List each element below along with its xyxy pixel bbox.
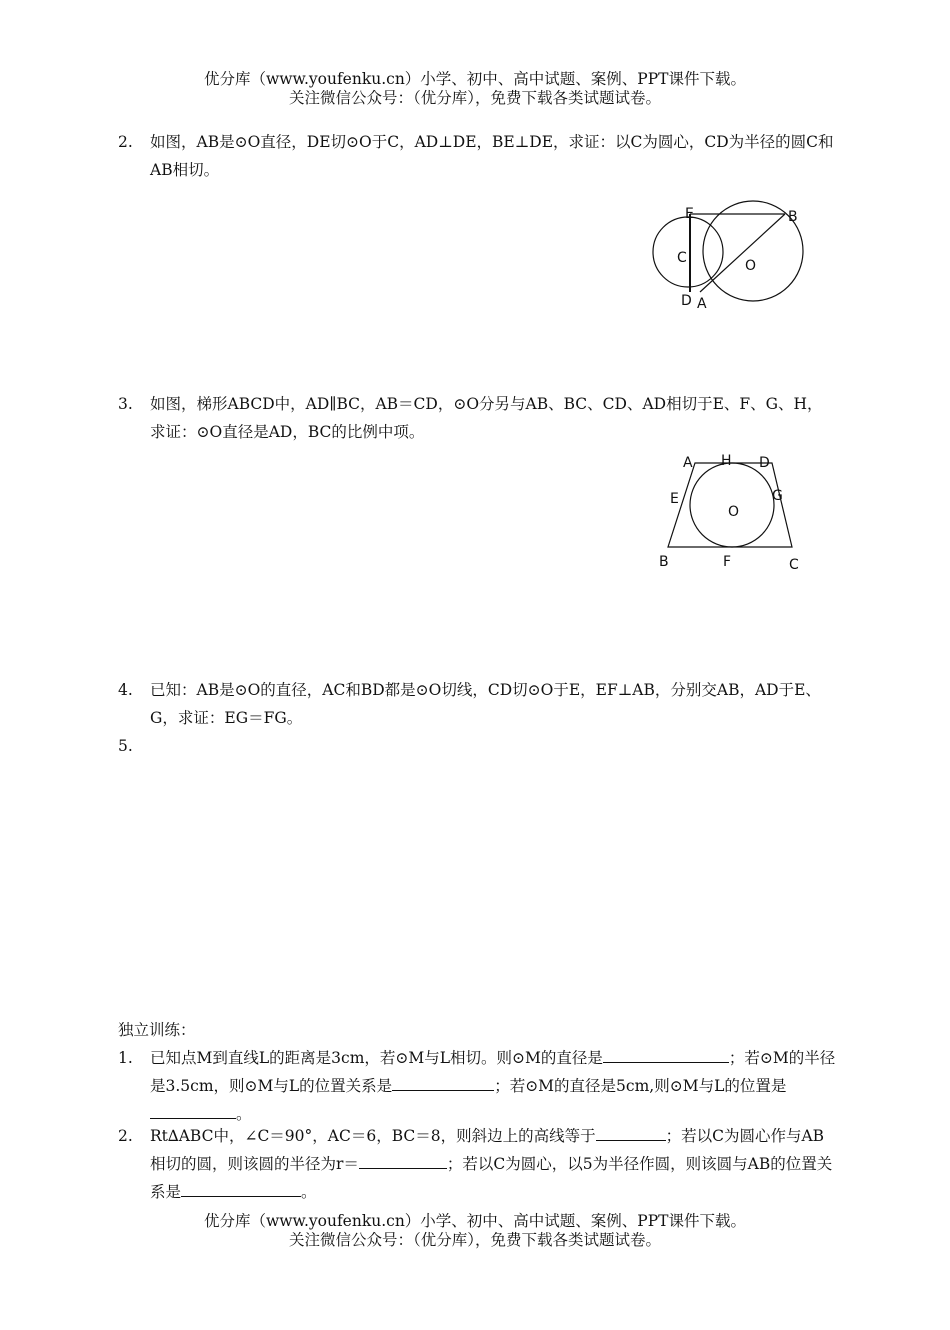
problem-text: 已知：AB是⊙O的直径，AC和BD都是⊙O切线，CD切⊙O于E，EF⊥AB，分别交AB，AD于E、G，求证：EG＝FG。 xyxy=(150,681,821,727)
answer-blank[interactable] xyxy=(150,1100,236,1119)
question-text: Rt∆ABC中，∠C＝90°，AC＝6，BC＝8，则斜边上的高线等于 ；若以C为圆心作与AB相切的圆，则该圆的半径为r＝ ；若以C为圆心，以5为半径作圆，则该圆与AB的位置关系是 。 xyxy=(118,1122,838,1206)
label-g: G xyxy=(772,488,783,504)
label-c: C xyxy=(677,250,687,266)
label-o: O xyxy=(745,258,757,274)
problem-text: 如图，AB是⊙O直径，DE切⊙O于C，AD⊥DE，BE⊥DE，求证：以C为圆心，CD为半径的圆C和AB相切。 xyxy=(150,133,834,179)
label-d: D xyxy=(681,293,692,309)
question-number: 1. xyxy=(118,1049,133,1067)
training-section xyxy=(118,1016,838,1044)
label-b: B xyxy=(788,209,798,225)
footer-line-1: 优分库（www.youfenku.cn）小学、初中、高中试题、案例、PPT课件下载。 xyxy=(203,1212,747,1230)
label-a: A xyxy=(683,455,693,471)
label-c: C xyxy=(789,557,799,573)
footer-line-2: 关注微信公众号：（优分库），免费下载各类试题试卷。 xyxy=(288,1231,661,1249)
problem-3 xyxy=(118,390,838,446)
label-b: B xyxy=(659,554,669,570)
figure-circle-tangent xyxy=(645,188,815,316)
training-question-2 xyxy=(118,1122,838,1206)
problem-5 xyxy=(118,732,838,760)
label-e: E xyxy=(670,491,679,507)
training-title: 独立训练： xyxy=(118,1021,196,1039)
header-line-2: 关注微信公众号：（优分库），免费下载各类试题试卷。 xyxy=(288,89,661,107)
problem-4 xyxy=(118,676,838,732)
answer-blank[interactable] xyxy=(359,1150,447,1169)
answer-blank[interactable] xyxy=(596,1122,666,1141)
question-text: 已知点M到直线L的距离是3cm，若⊙M与L相切。则⊙M的直径是 ；若⊙M的半径是3.5cm，则⊙M与L的位置关系是 ；若⊙M的直径是5cm,则⊙M与L的位置是。 xyxy=(118,1044,838,1128)
problem-number: 2. xyxy=(118,133,133,151)
label-h: H xyxy=(721,453,732,469)
problem-number: 4. xyxy=(118,681,133,699)
header-line-1: 优分库（www.youfenku.cn）小学、初中、高中试题、案例、PPT课件下载。 xyxy=(203,70,747,88)
problem-number: 5. xyxy=(118,737,133,755)
label-f: F xyxy=(723,554,732,570)
answer-blank[interactable] xyxy=(181,1178,301,1197)
label-d: D xyxy=(759,455,770,471)
circle-c xyxy=(653,217,723,287)
label-o: O xyxy=(728,504,740,520)
line-ab xyxy=(700,214,785,292)
problem-text: 如图，梯形ABCD中，AD∥BC，AB＝CD，⊙O分另与AB、BC、CD、AD相切于E、F、G、H，求证：⊙O直径是AD，BC的比例中项。 xyxy=(150,395,823,441)
label-e: E xyxy=(685,206,694,222)
figure-trapezoid-incircle xyxy=(655,448,805,576)
problem-number: 3. xyxy=(118,395,133,413)
answer-blank[interactable] xyxy=(392,1072,494,1091)
label-a: A xyxy=(697,296,707,312)
answer-blank[interactable] xyxy=(603,1044,729,1063)
page-footer xyxy=(0,1212,950,1250)
page-header xyxy=(0,70,950,108)
problem-2 xyxy=(118,128,838,184)
training-question-1 xyxy=(118,1044,838,1128)
question-number: 2. xyxy=(118,1127,133,1145)
